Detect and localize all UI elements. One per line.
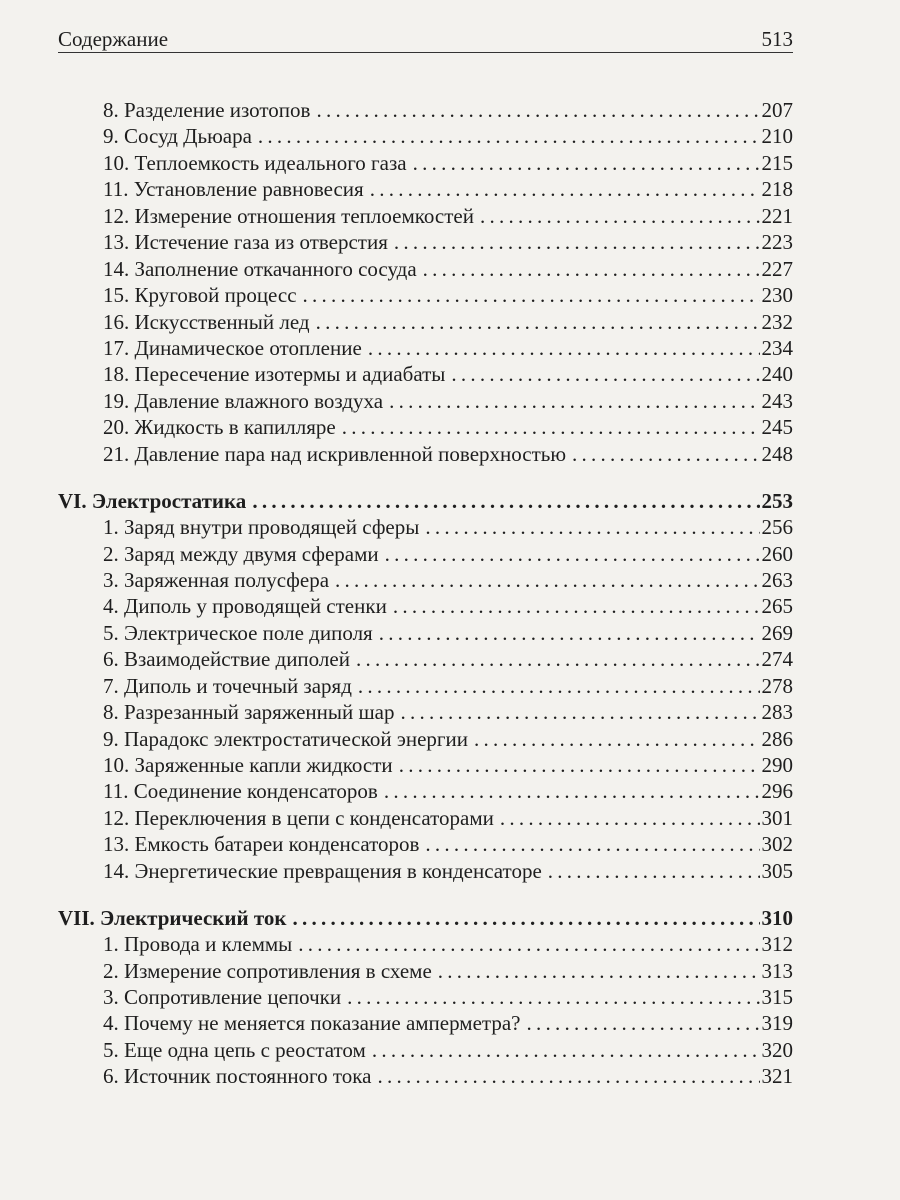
toc-entry-title: 10. Заряженные капли жидкости (103, 753, 393, 777)
toc-entry-title: 5. Еще одна цепь с реостатом (103, 1037, 366, 1062)
toc-entry-page: 234 (761, 335, 793, 360)
toc-entry (58, 984, 793, 1010)
dot-leader (500, 805, 760, 831)
dot-leader (413, 150, 760, 176)
toc-entry (58, 567, 793, 593)
toc-entry-page: 263 (761, 567, 793, 592)
toc-entry-page: 243 (761, 388, 793, 413)
toc-entry-title: 15. Круговой процесс (103, 283, 297, 308)
dot-leader (370, 176, 760, 202)
toc-entry-title: 18. Пересечение изотермы и адиабаты (103, 362, 446, 387)
toc-entry-title: 12. Измерение отношения теплоемкостей (103, 203, 474, 228)
toc-entry-title: VI. Электростатика (58, 488, 247, 513)
toc-entry-title: 13. Емкость батареи конденсаторов (103, 832, 420, 857)
toc-entry-page: 301 (761, 805, 793, 830)
dot-leader (474, 726, 759, 752)
dot-leader (342, 414, 760, 440)
toc-entry-page: 253 (761, 488, 793, 513)
toc-entry-page: 232 (761, 309, 793, 334)
toc-entry-title: 6. Источник постоянного тока (103, 1064, 372, 1089)
dot-leader (438, 958, 760, 984)
toc-entry-title: 14. Заполнение откачанного сосуда (103, 256, 417, 281)
toc-entry-title: 1. Провода и клеммы (103, 932, 293, 957)
toc-entry-title: VII. Электрический ток (58, 905, 287, 930)
toc-entry (58, 778, 793, 804)
dot-leader (527, 1010, 760, 1036)
dot-leader (425, 514, 759, 540)
toc-entry-page: 221 (761, 203, 793, 228)
dot-leader (298, 931, 759, 957)
toc-entry (58, 229, 793, 255)
toc-entry (58, 620, 793, 646)
toc-entry-title: 7. Диполь и точечный заряд (103, 673, 352, 698)
toc-entry-title: 21. Давление пара над искривленной поверхностью (103, 441, 567, 466)
dot-leader (316, 309, 760, 335)
toc-entry-title: 16. Искусственный лед (103, 309, 310, 334)
toc-entry-title: 3. Заряженная полусфера (103, 567, 330, 592)
toc-entry-title: 13. Истечение газа из отверстия (103, 230, 388, 255)
toc-entry-page: 312 (761, 932, 793, 957)
dot-leader (303, 282, 760, 308)
dot-leader (252, 488, 759, 514)
toc-entry-page: 315 (761, 985, 793, 1009)
dot-leader (423, 256, 760, 282)
toc-entry-page: 230 (761, 283, 793, 308)
toc-entry-page: 210 (761, 124, 793, 149)
toc-entry (58, 673, 793, 699)
toc-entry-title: 20. Жидкость в капилляре (103, 415, 336, 440)
toc-entry-title: 11. Установление равновесия (103, 177, 364, 202)
toc-entry-page: 218 (761, 177, 793, 202)
toc-entry (58, 593, 793, 619)
toc-entry-page: 313 (761, 958, 793, 983)
toc-section (58, 905, 793, 931)
toc-entry (58, 858, 793, 884)
toc-entry-page: 278 (761, 673, 793, 698)
toc-entry-title: 11. Соединение конденсаторов (103, 779, 378, 804)
toc-entry-title: 9. Парадокс электростатической энергии (103, 726, 469, 751)
toc-entry-title: 3. Сопротивление цепочки (103, 985, 342, 1009)
dot-leader (393, 593, 760, 619)
toc-entry (58, 699, 793, 725)
dot-leader (368, 335, 760, 361)
dot-leader (372, 1037, 760, 1063)
toc-entry (58, 541, 793, 567)
toc-entry (58, 1063, 793, 1089)
toc-entry-title: 4. Диполь у проводящей стенки (103, 594, 387, 619)
toc-entry (58, 726, 793, 752)
toc-entry (58, 203, 793, 229)
toc-entry-page: 283 (761, 700, 793, 725)
toc-entry-title: 4. Почему не меняется показание амперметра? (103, 1011, 521, 1036)
toc-entry-page: 296 (761, 779, 793, 804)
toc-entry (58, 150, 793, 176)
toc-entry-title: 12. Переключения в цепи с конденсаторами (103, 805, 494, 830)
toc-entry-page: 227 (761, 256, 793, 281)
toc-entry-title: 2. Измерение сопротивления в схеме (103, 958, 432, 983)
toc-entry-title: 10. Теплоемкость идеального газа (103, 150, 407, 175)
toc-entry (58, 958, 793, 984)
toc-entry (58, 1037, 793, 1063)
toc-entry-page: 290 (761, 753, 793, 777)
toc-entry-title: 8. Разрезанный заряженный шар (103, 700, 395, 725)
dot-leader (389, 388, 759, 414)
toc-entry-page: 305 (761, 858, 793, 883)
toc-entry-page: 248 (761, 441, 793, 466)
toc-entry (58, 831, 793, 857)
toc-entry (58, 123, 793, 149)
toc-entry-title: 1. Заряд внутри проводящей сферы (103, 515, 420, 540)
dot-leader (335, 567, 759, 593)
toc-entry (58, 176, 793, 202)
toc-entry (58, 335, 793, 361)
toc-entry (58, 441, 793, 467)
toc-entry (58, 1010, 793, 1036)
dot-leader (384, 778, 760, 804)
toc-entry-title: 19. Давление влажного воздуха (103, 388, 384, 413)
toc-entry-page: 245 (761, 415, 793, 440)
toc-entry (58, 931, 793, 957)
running-header-title: Содержание (58, 27, 169, 51)
toc-entry-page: 310 (761, 905, 793, 930)
toc-entry (58, 282, 793, 308)
toc-entry (58, 97, 793, 123)
dot-leader (347, 984, 759, 1010)
toc-entry-page: 302 (761, 832, 793, 857)
toc-entry-title: 2. Заряд между двумя сферами (103, 541, 379, 566)
toc-section (58, 488, 793, 514)
toc-entry (58, 514, 793, 540)
dot-leader (358, 673, 760, 699)
toc-entry (58, 388, 793, 414)
toc-entry-page: 240 (761, 362, 793, 387)
dot-leader (316, 97, 759, 123)
toc-entry-title: 5. Электрическое поле диполя (103, 620, 373, 645)
toc-entry (58, 256, 793, 282)
dot-leader (378, 1063, 760, 1089)
toc-entry-title: 8. Разделение изотопов (103, 98, 311, 122)
toc-entry-title: 6. Взаимодействие диполей (103, 647, 350, 672)
dot-leader (385, 541, 760, 567)
toc-entry (58, 646, 793, 672)
toc-entry-page: 274 (761, 647, 793, 672)
dot-leader (258, 123, 760, 149)
toc-entry-page: 215 (761, 150, 793, 175)
page-number: 513 (761, 27, 793, 51)
toc-entry-page: 265 (761, 594, 793, 619)
toc-entry-page: 256 (761, 515, 793, 540)
dot-leader (548, 858, 760, 884)
toc-entry (58, 414, 793, 440)
toc-entry-page: 319 (761, 1011, 793, 1036)
dot-leader (399, 752, 760, 778)
table-of-contents (58, 97, 793, 1090)
toc-entry (58, 752, 793, 778)
dot-leader (451, 361, 759, 387)
toc-entry-title: 9. Сосуд Дьюара (103, 124, 252, 149)
toc-entry-page: 286 (761, 726, 793, 751)
toc-entry (58, 309, 793, 335)
toc-entry-title: 14. Энергетические превращения в конденсаторе (103, 858, 542, 883)
toc-entry-page: 223 (761, 230, 793, 255)
toc-entry-page: 269 (761, 620, 793, 645)
toc-entry (58, 805, 793, 831)
dot-leader (356, 646, 760, 672)
dot-leader (379, 620, 760, 646)
dot-leader (292, 905, 759, 931)
toc-entry-page: 321 (761, 1064, 793, 1089)
dot-leader (425, 831, 759, 857)
toc-entry-title: 17. Динамическое отопление (103, 335, 362, 360)
toc-entry-page: 207 (761, 98, 793, 122)
toc-entry-page: 320 (761, 1037, 793, 1062)
dot-leader (394, 229, 760, 255)
dot-leader (572, 441, 759, 467)
toc-entry (58, 361, 793, 387)
toc-entry-page: 260 (761, 541, 793, 566)
dot-leader (480, 203, 760, 229)
running-header (58, 26, 793, 53)
dot-leader (400, 699, 759, 725)
